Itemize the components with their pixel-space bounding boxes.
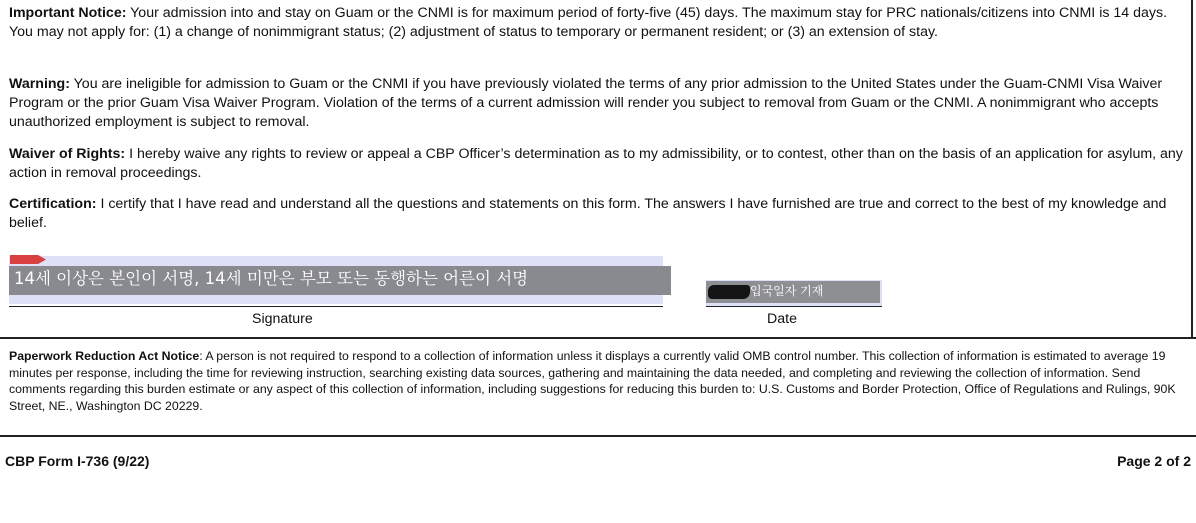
paperwork-text: : A person is not required to respond to a collection of information unless it displays a currently valid OMB control number. This collection of information is estimated to average 19 minutes per response, including the time for reviewing instruction, searching existing data sources, gathering and maintaining the data needed, and completing and reviewing the collection of information. Send comments regarding this burden estimate or any aspect of this collection of information, including suggestions for reducing this burden to: U.S. Customs and Border Protection, Office of Regulations and Rulings, 90K Street, NE., Washington DC 20229. [9, 349, 1176, 413]
section-divider [0, 337, 1196, 339]
signature-label: Signature [252, 311, 313, 327]
signature-line [9, 306, 663, 307]
date-label: Date [767, 311, 797, 327]
important-notice [9, 4, 1184, 42]
certification [9, 195, 1184, 233]
important-notice-heading: Important Notice: [9, 5, 127, 21]
waiver-text: I hereby waive any rights to review or appeal a CBP Officer’s determination as to my admissibility, or to contest, other than on the basis of an application for asylum, any action in removal proceedings. [9, 146, 1183, 181]
page-number: Page 2 of 2 [1117, 453, 1191, 469]
paperwork-heading: Paperwork Reduction Act Notice [9, 349, 200, 363]
certification-heading: Certification: [9, 196, 97, 212]
footer-divider [0, 435, 1196, 437]
date-line [706, 306, 882, 307]
warning-notice [9, 75, 1184, 132]
redaction-mark [708, 285, 750, 299]
waiver-of-rights [9, 145, 1184, 183]
warning-heading: Warning: [9, 76, 70, 92]
waiver-heading: Waiver of Rights: [9, 146, 126, 162]
form-id: CBP Form I-736 (9/22) [5, 453, 150, 469]
signature-annotation: 14세 이상은 본인이 서명, 14세 미만은 부모 또는 동행하는 어른이 서명 [14, 269, 529, 288]
important-notice-text: Your admission into and stay on Guam or the CNMI is for maximum period of forty-five (45) days. The maximum stay for PRC nationals/citizens into CNMI is 14 days. You may not apply for: (1) a change of nonimmigrant status; (2) adjustment of status to temporary or permanent resident; or (3) an extension of stay. [9, 5, 1168, 40]
paperwork-notice [9, 348, 1187, 414]
certification-text: I certify that I have read and understand all the questions and statements on this form. The answers I have furnished are true and correct to the best of my knowledge and belief. [9, 196, 1167, 231]
date-annotation: 입국일자 기재 [750, 284, 824, 298]
warning-text: You are ineligible for admission to Guam or the CNMI if you have previously violated the terms of any prior admission to the United States under the Guam-CNMI Visa Waiver Program or the prior Guam Visa Waiver Program. Violation of the terms of a current admission will render you subject to removal from Guam or the CNMI. A nonimmigrant who accepts unauthorized employment is subject to removal. [9, 76, 1163, 130]
